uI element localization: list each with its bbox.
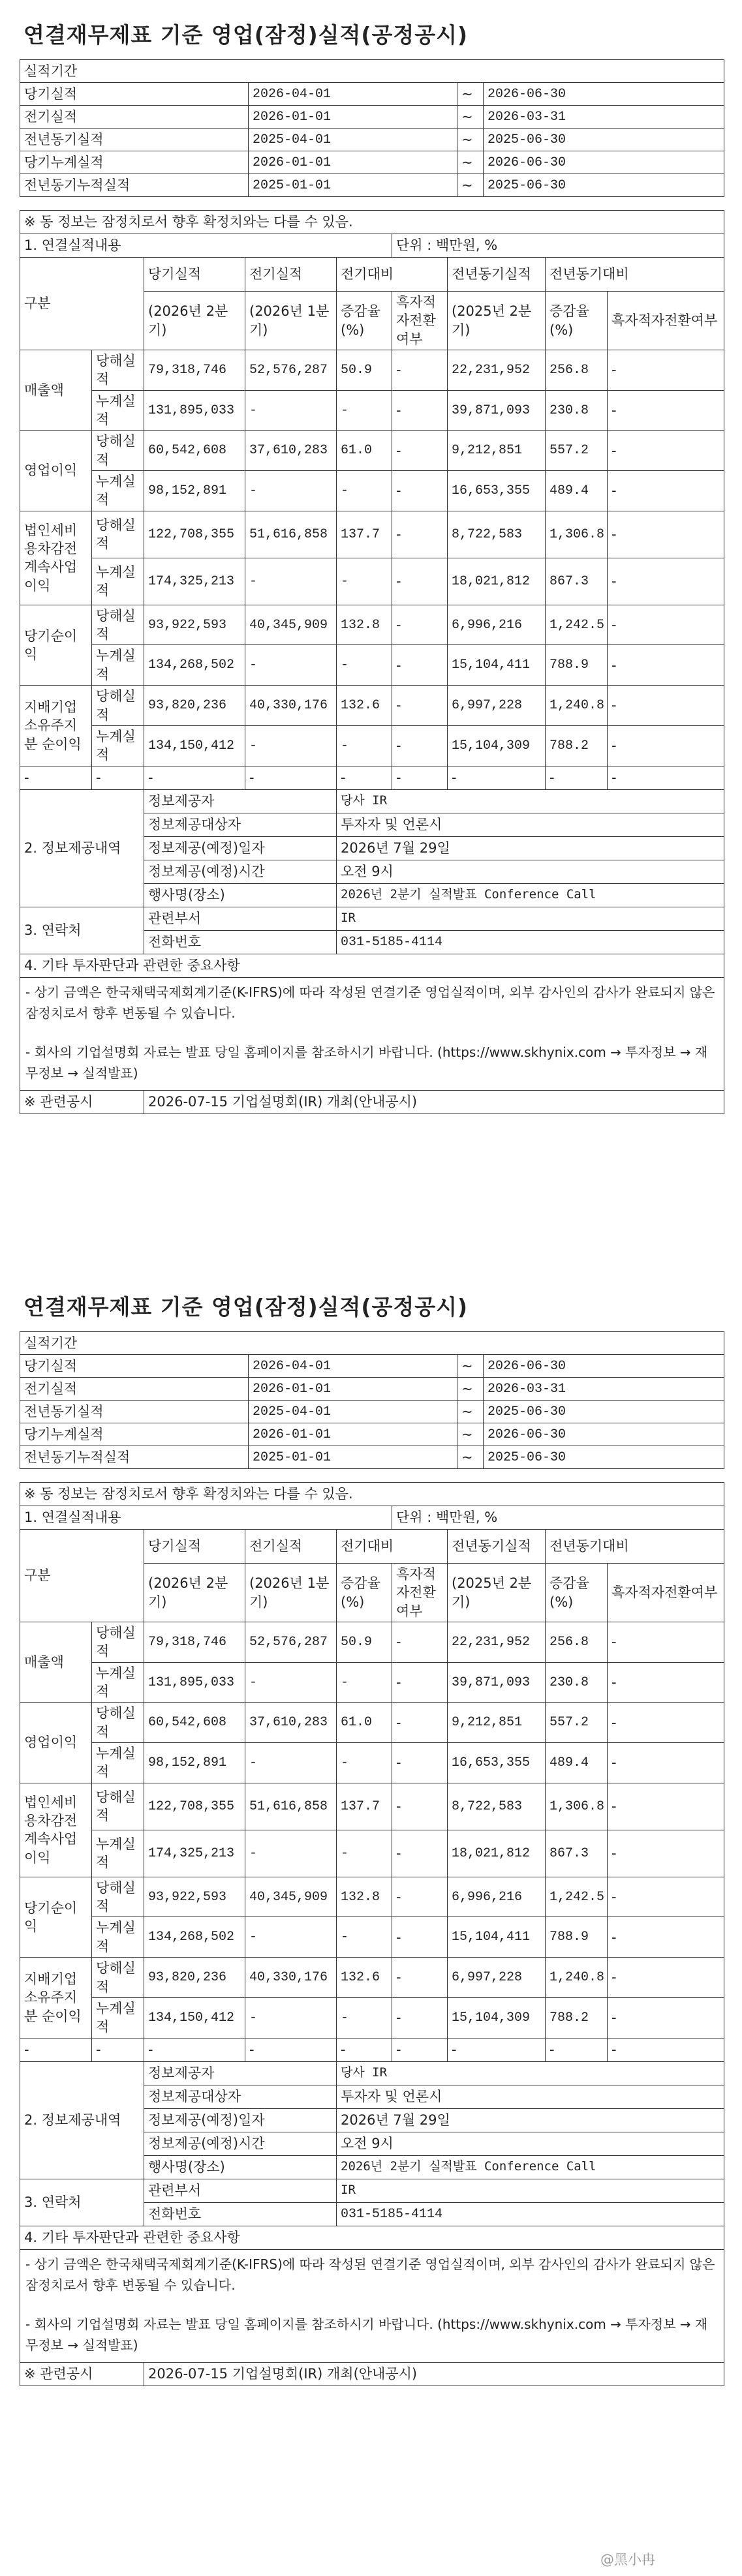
table-row: 누계실적 134,268,502 - - - 15,104,411 788.9 - bbox=[20, 1917, 724, 1958]
period-row: 당기실적 2026-04-01 ~ 2026-06-30 bbox=[20, 83, 724, 106]
period-row: 전년동기실적 2025-04-01 ~ 2025-06-30 bbox=[20, 1401, 724, 1423]
col-yoy-prev-sub: (2025년 2분기) bbox=[448, 292, 546, 350]
section-2-heading: 2. 정보제공내역 bbox=[20, 789, 144, 907]
section-2-heading: 2. 정보제공내역 bbox=[20, 2061, 144, 2179]
table-row: 누계실적 131,895,033 - - - 39,871,093 230.8 - bbox=[20, 390, 724, 431]
group-name: 영업이익 bbox=[20, 1703, 92, 1783]
col-yoy: 전년동기대비 bbox=[546, 258, 724, 292]
related-label: ※ 관련공시 bbox=[20, 2362, 144, 2386]
empty-row: - - - - - - - - - bbox=[20, 766, 724, 789]
empty-row: - - - - - - - - - bbox=[20, 2038, 724, 2061]
section-3-heading: 3. 연락처 bbox=[20, 907, 144, 954]
period-row: 전년동기실적 2025-04-01 ~ 2025-06-30 bbox=[20, 129, 724, 151]
notes-cell bbox=[20, 977, 724, 1090]
note-ir-link: - 회사의 기업설명회 자료는 발표 당일 홈페이지를 참조하시기 바랍니다. (https://www.skhynix.com → 투자정보 → 재무정보 → 실적발표) bbox=[25, 1044, 708, 1081]
period-table bbox=[20, 59, 724, 197]
col-turn2: 흑자적자전환여부 bbox=[608, 292, 724, 350]
section-1-heading: 1. 연결실적내용 bbox=[20, 1506, 392, 1530]
page-title: 연결재무제표 기준 영업(잠정)실적(공정공시) bbox=[23, 22, 469, 48]
disclosure-copy-1 bbox=[20, 18, 724, 1114]
table-row: 누계실적 98,152,891 - - - 16,653,355 489.4 - bbox=[20, 1743, 724, 1783]
table-row: 지배기업 소유주지분 순이익 당해실적 93,820,236 40,330,176 132.6 - 6,997,228 1,240.8 - bbox=[20, 1958, 724, 1998]
table-row: 누계실적 174,325,213 - - - 18,021,812 867.3 - bbox=[20, 558, 724, 605]
col-prev: 전기실적 bbox=[245, 1530, 337, 1564]
table-row: 영업이익 당해실적 60,542,608 37,610,283 61.0 - 9,212,851 557.2 - bbox=[20, 1703, 724, 1743]
col-turn: 흑자적자전환여부 bbox=[392, 1564, 448, 1622]
table-row: 누계실적 134,150,412 - - - 15,104,309 788.2 - bbox=[20, 1997, 724, 2038]
table-row: 누계실적 134,150,412 - - - 15,104,309 788.2 - bbox=[20, 725, 724, 766]
col-rate2: 증감율(%) bbox=[546, 1564, 608, 1622]
group-name: 법인세비용차감전계속사업이익 bbox=[20, 1783, 92, 1877]
col-qoq: 전기대비 bbox=[337, 1530, 448, 1564]
provisional-note: ※ 동 정보는 잠정치로서 향후 확정치와는 다를 수 있음. bbox=[20, 211, 724, 234]
table-row: 누계실적 98,152,891 - - - 16,653,355 489.4 - bbox=[20, 471, 724, 511]
period-row: 전년동기누적실적 2025-01-01 ~ 2025-06-30 bbox=[20, 1446, 724, 1469]
period-row: 전년동기누적실적 2025-01-01 ~ 2025-06-30 bbox=[20, 174, 724, 197]
disclosure-copy-2 bbox=[20, 1290, 724, 2386]
group-name: 매출액 bbox=[20, 1622, 92, 1703]
table-row: 당기순이익 당해실적 93,922,593 40,345,909 132.8 - 6,996,216 1,242.5 - bbox=[20, 605, 724, 645]
note-ir-link: - 회사의 기업설명회 자료는 발표 당일 홈페이지를 참조하시기 바랍니다. (https://www.skhynix.com → 투자정보 → 재무정보 → 실적발표) bbox=[25, 2316, 708, 2353]
col-yoy-prev-sub: (2025년 2분기) bbox=[448, 1564, 546, 1622]
col-cur-sub: (2026년 2분기) bbox=[144, 292, 245, 350]
col-cur: 당기실적 bbox=[144, 1530, 245, 1564]
col-yoy-prev: 전년동기실적 bbox=[448, 258, 546, 292]
period-row: 당기누계실적 2026-01-01 ~ 2026-06-30 bbox=[20, 1423, 724, 1446]
section-4-heading: 4. 기타 투자판단과 관련한 중요사항 bbox=[20, 954, 724, 977]
col-prev-sub: (2026년 1분기) bbox=[245, 1564, 337, 1622]
related-label: ※ 관련공시 bbox=[20, 1090, 144, 1114]
table-row: 법인세비용차감전계속사업이익 당해실적 122,708,355 51,616,858 137.7 - 8,722,583 1,306.8 - bbox=[20, 1783, 724, 1830]
table-row: 누계실적 174,325,213 - - - 18,021,812 867.3 - bbox=[20, 1830, 724, 1877]
col-cur-sub: (2026년 2분기) bbox=[144, 1564, 245, 1622]
table-row: 매출액 당해실적 79,318,746 52,576,287 50.9 - 22,231,952 256.8 - bbox=[20, 1622, 724, 1663]
period-row: 전기실적 2026-01-01 ~ 2026-03-31 bbox=[20, 106, 724, 129]
watermark: @黑小冉 bbox=[600, 2552, 655, 2568]
period-header: 실적기간 bbox=[20, 60, 724, 83]
table-row: 영업이익 당해실적 60,542,608 37,610,283 61.0 - 9,212,851 557.2 - bbox=[20, 431, 724, 471]
col-gubun: 구분 bbox=[20, 1530, 144, 1622]
col-rate2: 증감율(%) bbox=[546, 292, 608, 350]
group-name: 영업이익 bbox=[20, 431, 92, 511]
group-name: 당기순이익 bbox=[20, 1877, 92, 1957]
table-row: 지배기업 소유주지분 순이익 당해실적 93,820,236 40,330,176 132.6 - 6,997,228 1,240.8 - bbox=[20, 686, 724, 726]
col-qoq: 전기대비 bbox=[337, 258, 448, 292]
col-yoy: 전년동기대비 bbox=[546, 1530, 724, 1564]
table-row: 당기순이익 당해실적 93,922,593 40,345,909 132.8 - 6,996,216 1,242.5 - bbox=[20, 1877, 724, 1917]
period-row: 전기실적 2026-01-01 ~ 2026-03-31 bbox=[20, 1378, 724, 1401]
unit-label: 단위 : 백만원, % bbox=[392, 234, 724, 258]
period-row: 당기누계실적 2026-01-01 ~ 2026-06-30 bbox=[20, 151, 724, 174]
group-name: 지배기업 소유주지분 순이익 bbox=[20, 686, 92, 766]
note-ifrs: - 상기 금액은 한국채택국제회계기준(K-IFRS)에 따라 작성된 연결기준 영업실적이며, 외부 감사인의 감사가 완료되지 않은 잠정치로서 향후 변동될 수 있습니다. bbox=[25, 2256, 715, 2293]
section-1-heading: 1. 연결실적내용 bbox=[20, 234, 392, 258]
table-row: 누계실적 131,895,033 - - - 39,871,093 230.8 - bbox=[20, 1662, 724, 1703]
col-rate: 증감율(%) bbox=[337, 292, 392, 350]
table-row: 매출액 당해실적 79,318,746 52,576,287 50.9 - 22,231,952 256.8 - bbox=[20, 350, 724, 391]
col-prev-sub: (2026년 1분기) bbox=[245, 292, 337, 350]
related-value: 2026-07-15 기업설명회(IR) 개최(안내공시) bbox=[144, 1090, 724, 1114]
note-ifrs: - 상기 금액은 한국채택국제회계기준(K-IFRS)에 따라 작성된 연결기준 영업실적이며, 외부 감사인의 감사가 완료되지 않은 잠정치로서 향후 변동될 수 있습니다. bbox=[25, 984, 715, 1021]
section-4-heading: 4. 기타 투자판단과 관련한 중요사항 bbox=[20, 2226, 724, 2249]
unit-label: 단위 : 백만원, % bbox=[392, 1506, 724, 1530]
col-yoy-prev: 전년동기실적 bbox=[448, 1530, 546, 1564]
table-row: 누계실적 134,268,502 - - - 15,104,411 788.9 - bbox=[20, 645, 724, 686]
results-table: ※ 동 정보는 잠정치로서 향후 확정치와는 다를 수 있음. 1. 연결실적내용 단위 : 백만원, % 구분 당기실적 전기실적 전기대비 전년동기실적 전년동기대비 (2026년 2분기) (2026년 1분기) 증감율(%) 흑자적자전환여부 (2025년 2분기) 증감율(%) 흑자적자전환여부 매출액 당해실적 79,318,746 52,576,287 50.9 - 22,231,952 256.8 - 누계실적 131,895,033 - - - 39,871,093 230.8 - 영업이익 당해실적 60,542,608 37,610,283 61.0 - 9,212,851 557.2 - 누계실적 98,152,891 - - - 16,653,355 489.4 - 법인세비용차감전계속사업이익 당해실적 122,708,355 51,616,858 137.7 - 8,722,583 1,306.8 - 누계실적 174,325,213 - - - 18,021,812 867.3 - 당기순이익 당해실적 93,922,593 40,345,909 132.8 - 6,996,216 1,242.5 - 누계실적 134,268,502 - - - 15,104,411 788.9 - 지배기업 소유주지분 순이익 당해실적 93,820,236 40,330,176 132.6 - 6,997,228 1,240.8 - 누계실적 134,150,412 - - - 15,104,309 788.2 - - - - - - - - - - 2. 정보제공내역 정보제공자 당사 IR 정보제공대상자 투자자 및 언론시 정보제공(예정)일자 2026년 7월 29일 정보제공(예정)시간 오전 9시 행사명(장소) 2026년 2분기 실적발표 Conference Call 3. 연락처 관련부서 IR 전화번호 031-5185-4114 4. 기타 투자판단과 관련한 중요사항 - 상기 금액은 한국채택국제회계기준(K-IFRS)에 따라 작성된 연결기준 영업실적이며, 외부 감사인의 감사가 완료되지 않은 잠정치로서 향후 변동될 수 있습니다. - 회사의 기업설명회 자료는 발표 당일 홈페이지를 참조하시기 바랍니다. (https://www.skhynix.com → 투자정보 → 재무정보 → 실적발표) ※ 관련공시 2026-07-15 기업설명회(IR) 개최(안내공시) bbox=[20, 210, 724, 1114]
table-row: 법인세비용차감전계속사업이익 당해실적 122,708,355 51,616,858 137.7 - 8,722,583 1,306.8 - bbox=[20, 511, 724, 558]
col-cur: 당기실적 bbox=[144, 258, 245, 292]
group-name: 법인세비용차감전계속사업이익 bbox=[20, 511, 92, 605]
provisional-note: ※ 동 정보는 잠정치로서 향후 확정치와는 다를 수 있음. bbox=[20, 1483, 724, 1506]
period-row: 당기실적 2026-04-01 ~ 2026-06-30 bbox=[20, 1355, 724, 1378]
page-title: 연결재무제표 기준 영업(잠정)실적(공정공시) bbox=[23, 1294, 469, 1320]
col-rate: 증감율(%) bbox=[337, 1564, 392, 1622]
results-table: ※ 동 정보는 잠정치로서 향후 확정치와는 다를 수 있음. 1. 연결실적내용 단위 : 백만원, % 구분 당기실적 전기실적 전기대비 전년동기실적 전년동기대비 (2026년 2분기) (2026년 1분기) 증감율(%) 흑자적자전환여부 (2025년 2분기) 증감율(%) 흑자적자전환여부 매출액 당해실적 79,318,746 52,576,287 50.9 - 22,231,952 256.8 - 누계실적 131,895,033 - - - 39,871,093 230.8 - 영업이익 당해실적 60,542,608 37,610,283 61.0 - 9,212,851 557.2 - 누계실적 98,152,891 - - - 16,653,355 489.4 - 법인세비용차감전계속사업이익 당해실적 122,708,355 51,616,858 137.7 - 8,722,583 1,306.8 - 누계실적 174,325,213 - - - 18,021,812 867.3 - 당기순이익 당해실적 93,922,593 40,345,909 132.8 - 6,996,216 1,242.5 - 누계실적 134,268,502 - - - 15,104,411 788.9 - 지배기업 소유주지분 순이익 당해실적 93,820,236 40,330,176 132.6 - 6,997,228 1,240.8 - 누계실적 134,150,412 - - - 15,104,309 788.2 - - - - - - - - - - 2. 정보제공내역 정보제공자 당사 IR 정보제공대상자 투자자 및 언론시 정보제공(예정)일자 2026년 7월 29일 정보제공(예정)시간 오전 9시 행사명(장소) 2026년 2분기 실적발표 Conference Call 3. 연락처 관련부서 IR 전화번호 031-5185-4114 4. 기타 투자판단과 관련한 중요사항 - 상기 금액은 한국채택국제회계기준(K-IFRS)에 따라 작성된 연결기준 영업실적이며, 외부 감사인의 감사가 완료되지 않은 잠정치로서 향후 변동될 수 있습니다. - 회사의 기업설명회 자료는 발표 당일 홈페이지를 참조하시기 바랍니다. (https://www.skhynix.com → 투자정보 → 재무정보 → 실적발표) ※ 관련공시 2026-07-15 기업설명회(IR) 개최(안내공시) bbox=[20, 1482, 724, 2386]
group-name: 매출액 bbox=[20, 350, 92, 431]
period-header: 실적기간 bbox=[20, 1332, 724, 1355]
col-turn: 흑자적자전환여부 bbox=[392, 292, 448, 350]
notes-cell bbox=[20, 2249, 724, 2362]
col-turn2: 흑자적자전환여부 bbox=[608, 1564, 724, 1622]
col-prev: 전기실적 bbox=[245, 258, 337, 292]
group-name: 당기순이익 bbox=[20, 605, 92, 685]
section-3-heading: 3. 연락처 bbox=[20, 2179, 144, 2226]
group-name: 지배기업 소유주지분 순이익 bbox=[20, 1958, 92, 2038]
related-value: 2026-07-15 기업설명회(IR) 개최(안내공시) bbox=[144, 2362, 724, 2386]
col-gubun: 구분 bbox=[20, 258, 144, 350]
period-table bbox=[20, 1331, 724, 1469]
